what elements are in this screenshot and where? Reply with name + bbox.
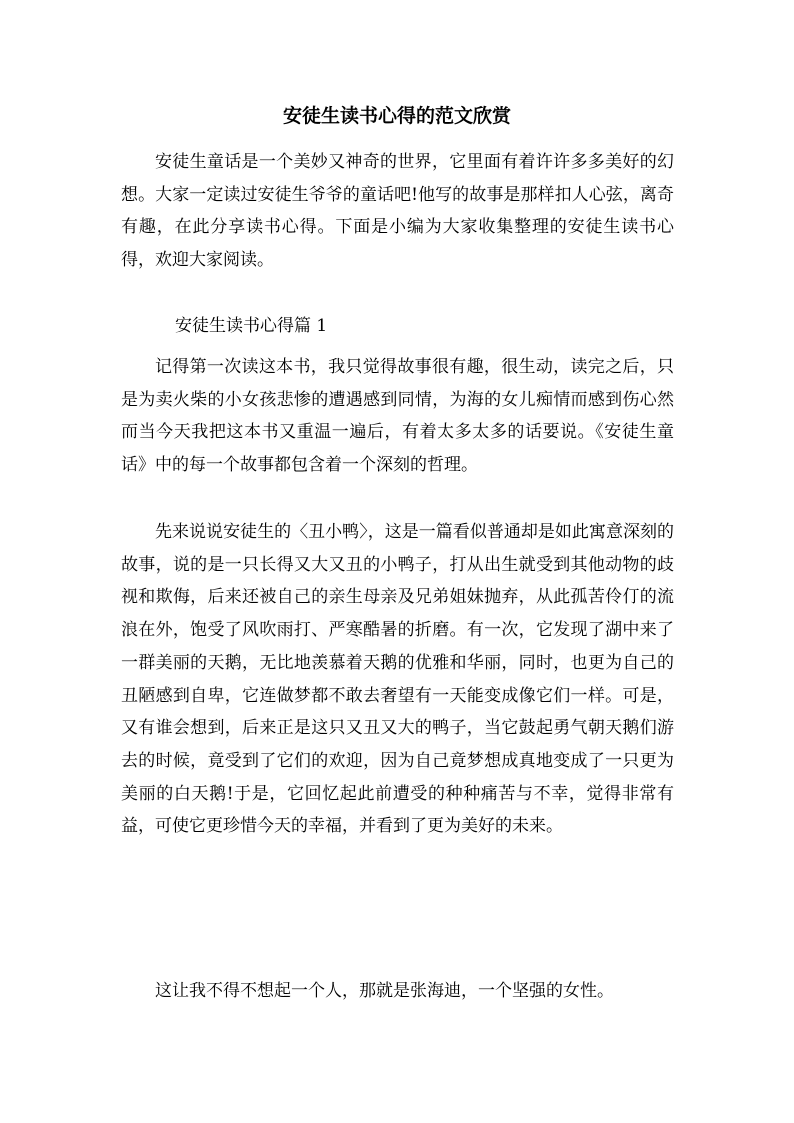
body-paragraph-2: 先来说说安徒生的〈丑小鸭〉，这是一篇看似普通却是如此寓意深刻的故事，说的是一只长得又大又丑的小鸭子，打从出生就受到其他动物的歧视和欺侮，后来还被自己的亲生母亲及兄弟姐妹抛弃，从此孤苦伶仃的流浪在外，饱受了风吹雨打、严寒酷暑的折磨。有一次，它发现了湖中来了一群美丽的天鹅，无比地羡慕着天鹅的优雅和华丽，同时，也更为自己的丑陋感到自卑，它连做梦都不敢去奢望有一天能变成像它们一样。可是，又有谁会想到，后来正是这只又丑又大的鸭子，当它鼓起勇气朝天鹅们游去的时候，竟受到了它们的欢迎，因为自己竟梦想成真地变成了一只更为美丽的白天鹅!于是，它回忆起此前遭受的种种痛苦与不幸，觉得非常有益，可使它更珍惜今天的幸福，并看到了更为美好的未来。 bbox=[121, 522, 674, 837]
body-paragraph-3: 这让我不得不想起一个人，那就是张海迪，一个坚强的女性。 bbox=[155, 981, 614, 1001]
section-heading: 安徒生读书心得篇 1 bbox=[175, 316, 328, 336]
body-paragraph-1: 记得第一次读这本书，我只觉得故事很有趣，很生动，读完之后，只是为卖火柴的小女孩悲惨的遭遇感到同情，为海的女儿痴情而感到伤心然而当今天我把这本书又重温一遍后，有着太多太多的话要说。《安徒生童话》中的每一个故事都包含着一个深刻的哲理。 bbox=[121, 357, 674, 476]
document-title: 安徒生读书心得的范文欣赏 bbox=[282, 105, 511, 127]
intro-paragraph: 安徒生童话是一个美妙又神奇的世界，它里面有着许许多多美好的幻想。大家一定读过安徒生爷爷的童话吧!他写的故事是那样扣人心弦，离奇有趣，在此分享读书心得。下面是小编为大家收集整理的安徒生读书心得，欢迎大家阅读。 bbox=[121, 152, 674, 271]
